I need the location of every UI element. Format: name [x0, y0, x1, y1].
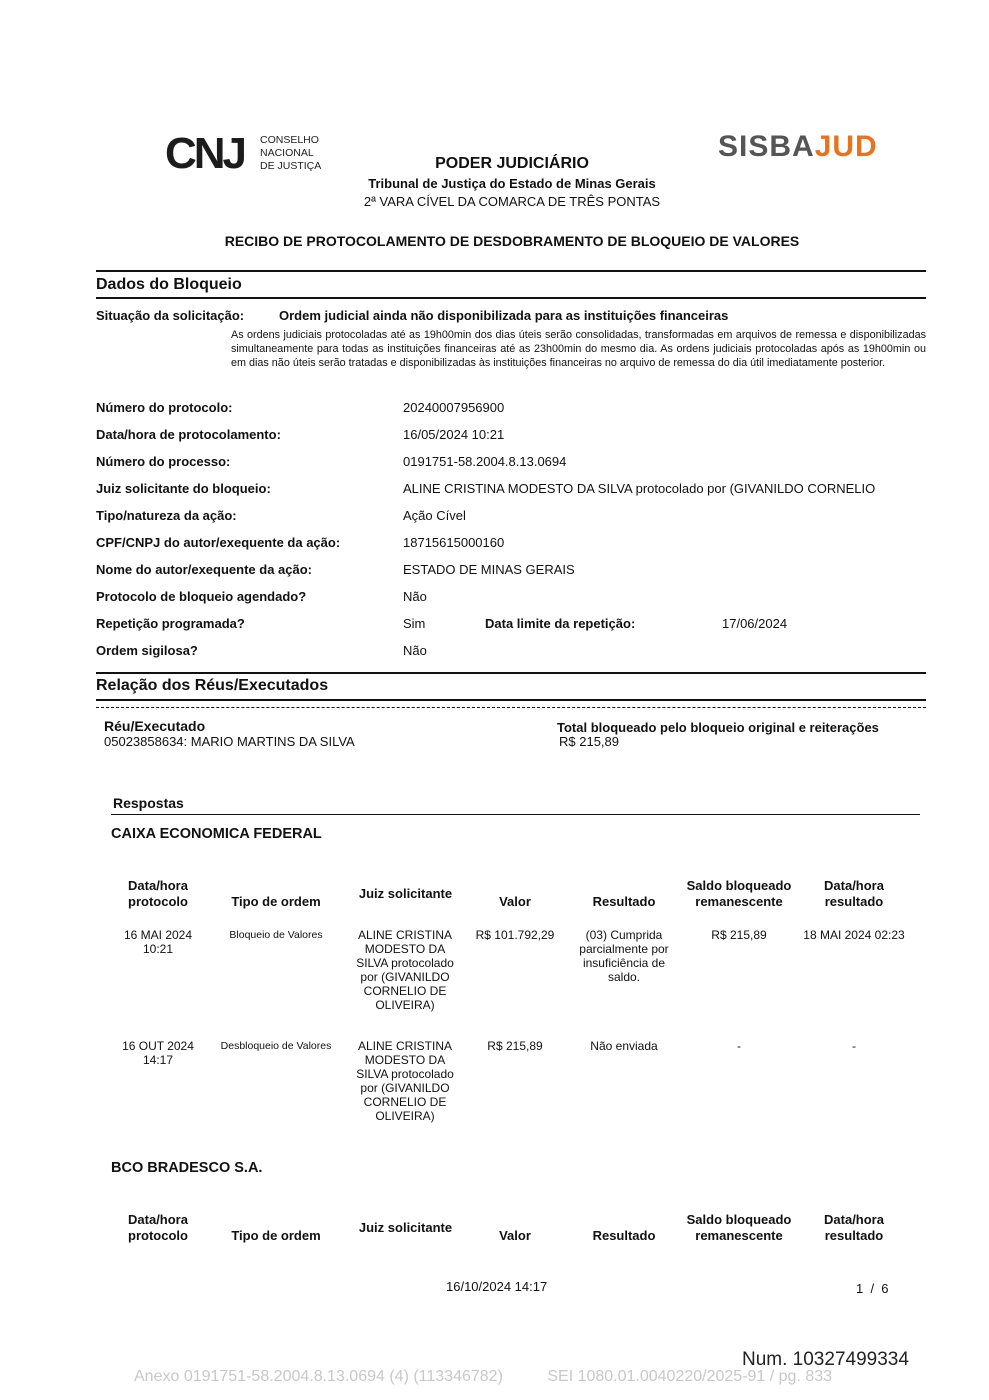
cell-juiz: ALINE CRISTINA MODESTO DA SILVA protocolado por (GIVANILDO CORNELIO DE OLIVEIRA): [356, 1039, 454, 1123]
field-label: Data/hora de protocolamento:: [96, 427, 281, 442]
field-value: 0191751-58.2004.8.13.0694: [403, 454, 567, 469]
cnj-logo-line: DE JUSTIÇA: [260, 160, 322, 172]
col-header-resultado: Resultado: [592, 894, 656, 909]
cell-valor: R$ 101.792,29: [475, 928, 555, 942]
data-limite-value: 17/06/2024: [722, 616, 788, 631]
col-header-juiz: Juiz solicitante: [358, 1220, 453, 1235]
cell-resultado: Não enviada: [590, 1039, 658, 1053]
respostas-title: Respostas: [113, 795, 184, 811]
section-rule: [96, 699, 926, 701]
field-label: Juiz solicitante do bloqueio:: [96, 481, 271, 496]
situacao-label: Situação da solicitação:: [96, 308, 245, 323]
cell-data-resultado: -: [852, 1039, 856, 1053]
field-value: Não: [403, 643, 427, 658]
field-label: Repetição programada?: [96, 616, 245, 631]
col-header-data-hora-protocolo: Data/hora protocolo: [128, 1212, 188, 1243]
situacao-value: Ordem judicial ainda não disponibilizada para as instituições financeiras: [279, 308, 729, 323]
cell-valor: R$ 215,89: [487, 1039, 543, 1053]
document-number: Num. 10327499334: [742, 1349, 909, 1370]
sisbajud-logo-b: JUD: [814, 130, 878, 163]
section-title-reus: Relação dos Réus/Executados: [96, 677, 329, 694]
annex-watermark: Anexo 0191751-58.2004.8.13.0694 (4) (113346782) SEI 1080.01.0040220/2025-91 / pg. 833: [134, 1368, 833, 1385]
section-rule: [96, 672, 926, 674]
cell-saldo: R$ 215,89: [711, 928, 767, 942]
cell-juiz: ALINE CRISTINA MODESTO DA SILVA protocolado por (GIVANILDO CORNELIO DE OLIVEIRA): [356, 928, 454, 1012]
footer-date: 16/10/2024 14:17: [446, 1279, 548, 1294]
total-bloqueado-value: R$ 215,89: [559, 734, 619, 749]
field-value: ESTADO DE MINAS GERAIS: [403, 562, 575, 577]
col-header-saldo: Saldo bloqueado remanescente: [686, 1212, 792, 1243]
field-label: Protocolo de bloqueio agendado?: [96, 589, 307, 604]
col-header-valor: Valor: [499, 894, 531, 909]
document-title: RECIBO DE PROTOCOLAMENTO DE DESDOBRAMENTO DE BLOQUEIO DE VALORES: [224, 233, 800, 249]
col-header-data-hora-resultado: Data/hora resultado: [824, 878, 884, 909]
cell-data-protocolo: 16 MAI 2024 10:21: [123, 928, 193, 956]
cnj-logo-mark: CNJ: [165, 129, 245, 178]
bank-name: BCO BRADESCO S.A.: [111, 1160, 263, 1176]
field-value: Ação Cível: [403, 508, 466, 523]
field-value: Não: [403, 589, 427, 604]
cell-tipo-ordem: Bloqueio de Valores: [229, 929, 323, 941]
col-header-valor: Valor: [499, 1228, 531, 1243]
bank-name: CAIXA ECONOMICA FEDERAL: [111, 826, 322, 842]
field-value: 18715615000160: [403, 535, 505, 550]
header-title: PODER JUDICIÁRIO: [435, 155, 589, 172]
page-indicator: 1 / 6: [856, 1281, 889, 1296]
data-limite-label: Data limite da repetição:: [485, 616, 636, 631]
field-label: Nome do autor/exequente da ação:: [96, 562, 312, 577]
cell-tipo-ordem: Desbloqueio de Valores: [220, 1040, 332, 1052]
section-rule: [96, 270, 926, 272]
header-vara: 2ª VARA CÍVEL DA COMARCA DE TRÊS PONTAS: [363, 194, 661, 209]
cell-saldo: -: [737, 1039, 741, 1053]
col-header-tipo-ordem: Tipo de ordem: [231, 894, 321, 909]
col-header-saldo: Saldo bloqueado remanescente: [686, 878, 792, 909]
field-label: Tipo/natureza da ação:: [96, 508, 237, 523]
sisbajud-logo-a: SISBA: [718, 130, 815, 163]
dashed-divider: [96, 707, 926, 708]
field-label: Número do protocolo:: [96, 400, 233, 415]
reu-header: Réu/Executado: [104, 718, 206, 734]
cell-data-resultado: 18 MAI 2024 02:23: [803, 928, 905, 942]
field-label: CPF/CNPJ do autor/exequente da ação:: [96, 535, 341, 550]
notice-text: As ordens judiciais protocoladas até as 19h00min dos dias úteis serão consolidadas, transformadas em arquivos de remessa e disponibilizadas simultaneamente para todas as instituições financeiras até as 23h00min do mesmo dia. As ordens judiciais protocoladas após as 19h00min ou em dias não úteis serão tratadas e disponibilizadas às instituições financeiras no arquivo de remessa do dia útil imediatamente posterior.: [231, 329, 926, 369]
col-header-data-hora-protocolo: Data/hora protocolo: [128, 878, 188, 909]
field-label: Número do processo:: [96, 454, 231, 469]
header-court: Tribunal de Justiça do Estado de Minas Gerais: [368, 176, 656, 191]
field-value: ALINE CRISTINA MODESTO DA SILVA protocolado por (GIVANILDO CORNELIO: [403, 481, 876, 496]
section-rule: [96, 297, 926, 299]
field-value: Sim: [403, 616, 426, 631]
field-value: 16/05/2024 10:21: [403, 427, 505, 442]
section-title-bloqueio: Dados do Bloqueio: [96, 276, 242, 293]
col-header-juiz: Juiz solicitante: [358, 886, 453, 901]
col-header-tipo-ordem: Tipo de ordem: [231, 1228, 321, 1243]
field-value: 20240007956900: [403, 400, 505, 415]
respostas-rule: [111, 814, 920, 815]
cell-resultado: (03) Cumprida parcialmente por insuficiência de saldo.: [579, 928, 669, 984]
cnj-logo-line: CONSELHO: [260, 134, 319, 146]
field-label: Ordem sigilosa?: [96, 643, 198, 658]
reu-value: 05023858634: MARIO MARTINS DA SILVA: [104, 734, 355, 749]
col-header-data-hora-resultado: Data/hora resultado: [824, 1212, 884, 1243]
col-header-resultado: Resultado: [592, 1228, 656, 1243]
total-bloqueado-header: Total bloqueado pelo bloqueio original e reiterações: [557, 720, 879, 735]
cnj-logo-line: NACIONAL: [260, 147, 314, 159]
cell-data-protocolo: 16 OUT 2024 14:17: [122, 1039, 194, 1067]
